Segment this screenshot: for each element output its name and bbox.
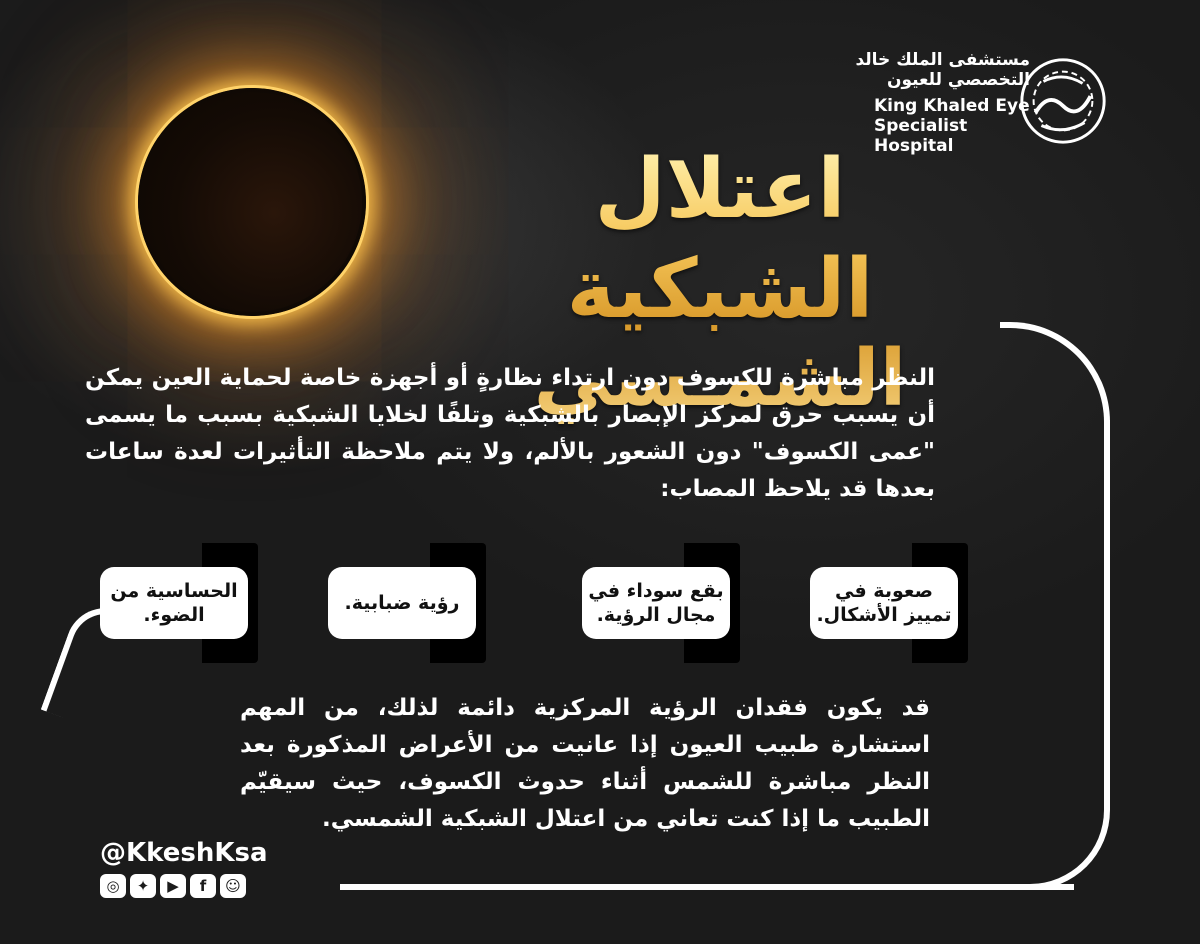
- closing-paragraph: قد يكون فقدان الرؤية المركزية دائمة لذلك، من المهم استشارة طبيب العيون إذا عانيت من الأعراض المذكورة بعد النظر مباشرة للشمس أثناء حدوث الكسوف، حيث سيقيّم الطبيب ما إذا كنت تعاني من اعتلال الشبكية الشمسي.: [240, 695, 930, 832]
- symptom-text: بقع سوداء في مجال الرؤية.: [582, 567, 730, 639]
- social-handle[interactable]: @KkeshKsa: [100, 838, 268, 868]
- hospital-name-ar-line1: مستشفى الملك خالد: [855, 50, 1030, 70]
- solar-eclipse-image: [138, 88, 366, 316]
- youtube-icon[interactable]: ▶: [160, 874, 186, 898]
- frame-bottom-line: [340, 884, 1074, 890]
- symptom-text: الحساسية من الضوء.: [100, 567, 248, 639]
- hospital-logo-seal: [1014, 52, 1112, 150]
- moon-disc: [142, 92, 362, 312]
- frame-right-line: [1104, 420, 1110, 720]
- social-icons: [100, 874, 246, 898]
- symptom-card: [810, 543, 968, 663]
- title-line2: الشمـسي: [533, 334, 907, 424]
- facebook-icon[interactable]: f: [190, 874, 216, 898]
- symptom-card: [582, 543, 740, 663]
- hospital-name-en-line1: King Khaled Eye: [874, 96, 1030, 116]
- symptom-text: رؤية ضبابية.: [328, 567, 476, 639]
- symptom-card: [100, 543, 258, 663]
- instagram-icon[interactable]: ◎: [100, 874, 126, 898]
- symptom-text: صعوبة في تمييز الأشكال.: [810, 567, 958, 639]
- hospital-name-ar-line2: التخصصي للعيون: [886, 70, 1030, 90]
- intro-paragraph: النظر مباشرة للكسوف دون ارتداء نظارةٍ أو أجهزة خاصة لحماية العين يمكن أن يسبب حرق لمركز الإبصار بالشبكية وتلفًا لخلايا الشبكية بسبب ما يسمى "عمى الكسوف" دون الشعور بالألم، ولا يتم ملاحظة التأثيرات لعدة ساعات بعدها قد يلاحظ المصاب:: [85, 365, 935, 502]
- twitter-icon[interactable]: ✦: [130, 874, 156, 898]
- snapchat-icon[interactable]: ☺: [220, 874, 246, 898]
- title-line1: اعتلال الشبكية: [566, 142, 874, 337]
- hospital-name-en-line2: Specialist: [874, 116, 968, 136]
- symptom-card: [328, 543, 486, 663]
